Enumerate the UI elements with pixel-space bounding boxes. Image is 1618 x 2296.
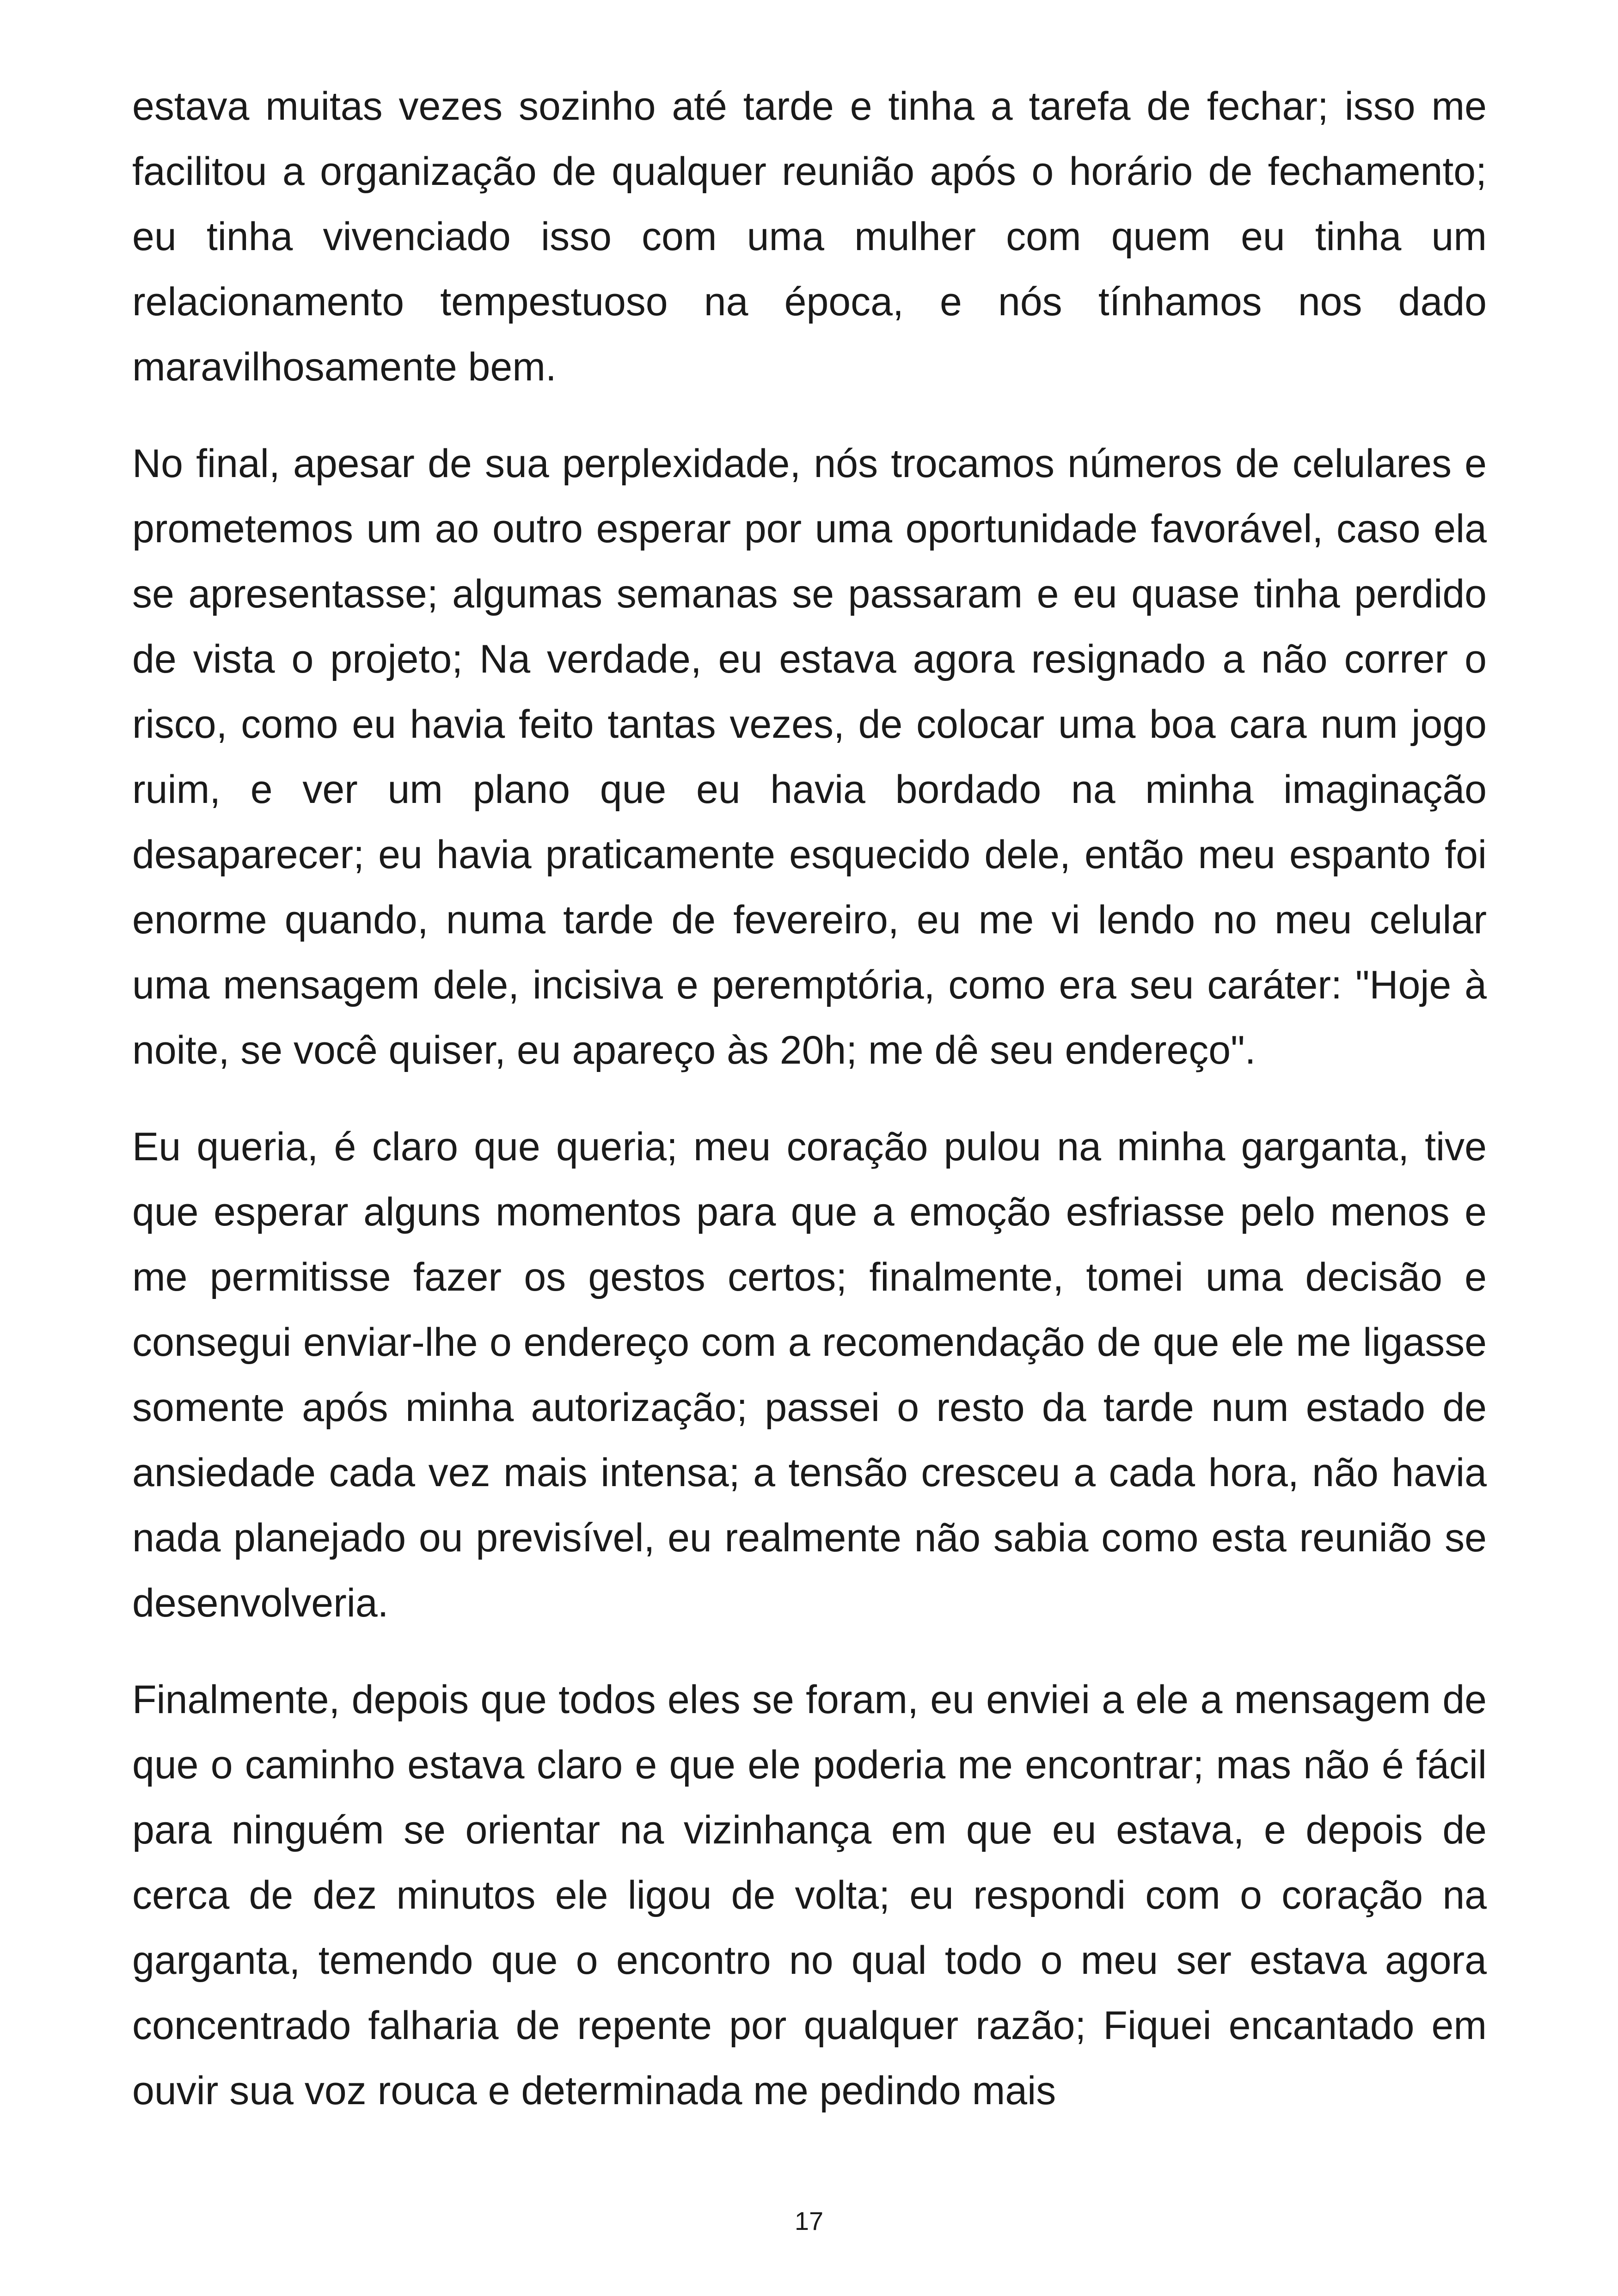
paragraph: estava muitas vezes sozinho até tarde e tinha a tarefa de fechar; isso me facilitou a organização de qualquer reunião após o horário de fechamento; eu tinha vivenciado isso com uma mulher com quem eu tinha um relacionamento tempestuoso na época, e nós tínhamos nos dado maravilhosamente bem. [132,84,1487,389]
paragraph: Finalmente, depois que todos eles se foram, eu enviei a ele a mensagem de que o caminho estava claro e que ele poderia me encontrar; mas não é fácil para ninguém se orientar na vizinhança em que eu estava, e depois de cerca de dez minutos ele ligou de volta; eu respondi com o coração na garganta, temendo que o encontro no qual todo o meu ser estava agora concentrado falharia de repente por qualquer razão; Fiquei encantado em ouvir sua voz rouca e determinada me pedindo mais [132,1678,1487,2113]
paragraph: No final, apesar de sua perplexidade, nós trocamos números de celulares e prometemos um ao outro esperar por uma oportunidade favorável, caso ela se apresentasse; algumas semanas se passaram e eu quase tinha perdido de vista o projeto; Na verdade, eu estava agora resignado a não correr o risco, como eu havia feito tantas vezes, de colocar uma boa cara num jogo ruim, e ver um plano que eu havia bordado na minha imaginação desaparecer; eu havia praticamente esquecido dele, então meu espanto foi enorme quando, numa tarde de fevereiro, eu me vi lendo no meu celular uma mensagem dele, incisiva e peremptória, como era seu caráter: "Hoje à noite, se você quiser, eu apareço às 20h; me dê seu endereço". [132,441,1487,1072]
paragraph: Eu queria, é claro que queria; meu coração pulou na minha garganta, tive que esperar alguns momentos para que a emoção esfriasse pelo menos e me permitisse fazer os gestos certos; finalmente, tomei uma decisão e consegui enviar-lhe o endereço com a recomendação de que ele me ligasse somente após minha autorização; passei o resto da tarde num estado de ansiedade cada vez mais intensa; a tensão cresceu a cada hora, não havia nada planejado ou previsível, eu realmente não sabia como esta reunião se desenvolveria. [132,1125,1487,1625]
body-text [132,74,1487,2124]
page-number: 17 [794,2206,824,2235]
